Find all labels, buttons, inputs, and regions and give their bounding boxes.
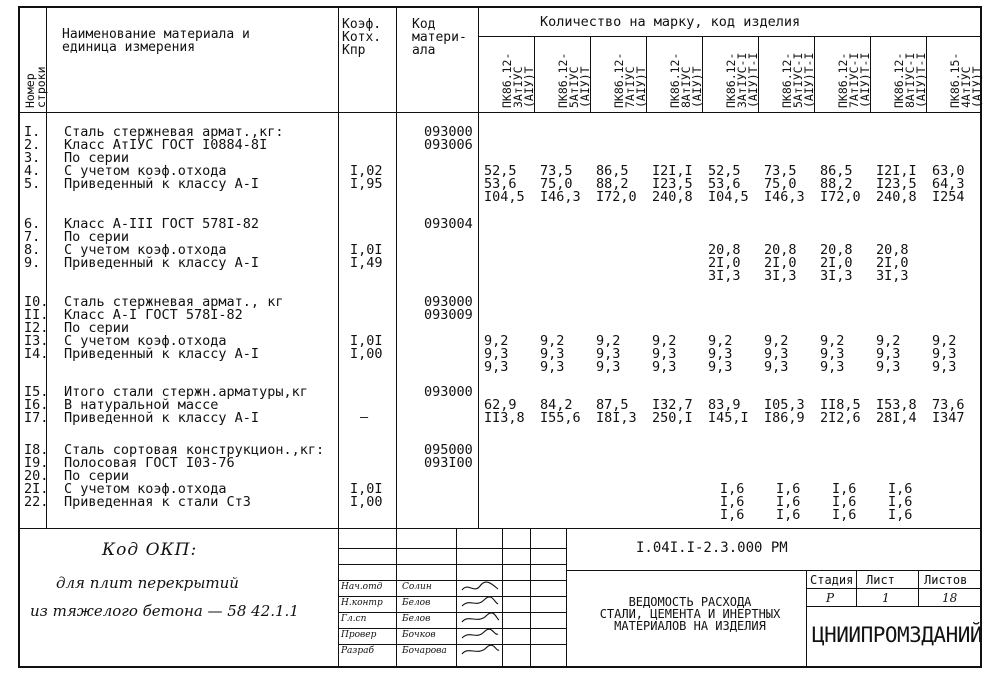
value-cell: 20,8 2I,0 3I,3: [876, 242, 909, 284]
organization: ЦНИИПРОМЗДАНИЙ: [812, 623, 983, 647]
stamp-right-rule: [566, 528, 567, 668]
drawing-sheet: [18, 6, 982, 668]
row-numbers: I0. II. I2. I3. I4.: [24, 294, 49, 362]
value-cell: 84,2 I55,6: [540, 397, 581, 426]
col-rule-name: [338, 8, 339, 528]
row-coefs: I,0I I,00: [350, 481, 383, 510]
stage-bottom-rule: [806, 606, 982, 607]
stamp-col-rule: [396, 528, 397, 668]
title-block-top-rule: [20, 528, 982, 529]
value-cell: 83,9 I45,I: [708, 397, 749, 426]
row-coefs: I,02 I,95: [350, 163, 383, 192]
value-cell: 52,5 53,6 I04,5: [484, 163, 525, 205]
value-cell: 9,2 9,3 9,3: [764, 333, 789, 375]
header-row-number: Номер строки: [23, 66, 48, 108]
stamp-role: Н.контр: [341, 598, 383, 608]
value-cell: 73,5 75,0 I46,3: [764, 163, 805, 205]
doc-code: I.04I.I-2.3.000 РМ: [636, 540, 788, 556]
row-numbers: I8. I9. 20. 2I. 22.: [24, 442, 49, 510]
row-coefs: I,0I I,49: [350, 242, 383, 271]
value-cell: 9,2 9,3 9,3: [932, 333, 957, 375]
row-numbers: 6. 7. 8. 9.: [24, 216, 41, 271]
stamp-role: Нач.отд: [341, 582, 383, 592]
stamp-name: Бочков: [402, 630, 436, 640]
stamp-name: Солин: [402, 582, 432, 592]
value-cell: 9,2 9,3 9,3: [652, 333, 677, 375]
okp-title: Код ОКП:: [102, 540, 198, 560]
row-numbers: I5. I6. I7.: [24, 384, 49, 426]
stamp-col-rule: [456, 528, 457, 668]
mark-header: ПК86.12- 8АтIУС (АIУ)Т: [668, 52, 704, 108]
stamp-role: Провер: [341, 630, 377, 640]
stamp-col-rule: [502, 528, 503, 668]
value-cell: 73,6 I347: [932, 397, 965, 426]
value-cell: 9,2 9,3 9,3: [708, 333, 733, 375]
signatures: [458, 580, 502, 664]
sheets-value: 18: [942, 591, 958, 605]
value-cell: 20,8 2I,0 3I,3: [820, 242, 853, 284]
stage-value: Р: [826, 591, 835, 605]
value-cell: 9,2 9,3 9,3: [484, 333, 509, 375]
value-cell: 9,2 9,3 9,3: [540, 333, 565, 375]
row-coefs: —: [360, 409, 369, 425]
mark-header: ПК86.12- 5АтIУС-I (АIУ)Т-I: [780, 52, 816, 108]
row-codes: 093000 093006: [424, 124, 473, 153]
sheet-label: Лист: [866, 573, 895, 587]
row-names: Сталь стержневая армат.,кг: Класс АтIУС ГОСТ I0884-8I По серии С учетом коэф.отхода Приведенный к классу А-I: [64, 124, 284, 192]
value-cell: 20,8 2I,0 3I,3: [708, 242, 741, 284]
stamp-role: Разраб: [341, 646, 374, 656]
row-codes: 093000 093009: [424, 294, 473, 323]
mark-header: ПК86.12- 5АтIУС (АIУ)Т: [556, 52, 592, 108]
okp-line-2: из тяжелого бетона — 58 42.1.1: [30, 602, 299, 620]
row-names: Итого стали стержн.арматуры,кг В натуральной массе Приведенной к классу А-I: [64, 384, 308, 426]
value-cell: 9,2 9,3 9,3: [596, 333, 621, 375]
stamp-left-rule: [338, 528, 339, 668]
value-cell: 86,5 88,2 I72,0: [820, 163, 861, 205]
header-material: Наименование материала и единица измерения: [62, 27, 250, 55]
header-bottom-rule: [20, 112, 982, 113]
mark-header: ПК86.12- 7АтIУС-I (АIУ)Т-I: [836, 52, 872, 108]
stamp-row-rule: [338, 644, 566, 645]
qty-title-rule: [478, 36, 982, 37]
value-cell: 86,5 88,2 I72,0: [596, 163, 637, 205]
stamp-row-rule: [338, 580, 566, 581]
value-cell: I2I,I I23,5 240,8: [652, 163, 693, 205]
mark-header: ПК86.15- 4АтIУС (АIУ)Т: [948, 52, 984, 108]
row-names: Сталь стержневая армат., кг Класс А-I ГОСТ 578I-82 По серии С учетом коэф.отхода Приведенный к классу А-I: [64, 294, 284, 362]
mark-header: ПК86.12- 8АтIУС-I (АIУ)Т-I: [892, 52, 928, 108]
doc-code-rule: [566, 570, 982, 571]
sheets-label: Листов: [924, 573, 968, 587]
col-rule-coef: [396, 8, 397, 528]
row-coefs: I,0I I,00: [350, 333, 383, 362]
stamp-role: Гл.сп: [341, 614, 367, 624]
value-cell: 9,2 9,3 9,3: [820, 333, 845, 375]
row-numbers: I. 2. 3. 4. 5.: [24, 124, 41, 192]
stamp-col-rule: [530, 528, 531, 668]
stamp-row-rule: [338, 596, 566, 597]
mark-header: ПК86.12- 7АтIУС (АIУ)Т: [612, 52, 648, 108]
stage-label: Стадия: [810, 573, 854, 587]
header-coef: Коэф. Котх. Кпр: [342, 17, 382, 58]
stage-row-rule: [806, 588, 982, 589]
doc-title: ВЕДОМОСТЬ РАСХОДА СТАЛИ, ЦЕМЕНТА И ИНЕРТНЫХ МАТЕРИАЛОВ НА ИЗДЕЛИЯ: [599, 595, 781, 633]
row-codes: 095000 093I00: [424, 442, 473, 471]
stamp-name: Бочарова: [402, 646, 447, 656]
stamp-row-rule: [338, 548, 566, 549]
row-names: Класс А-III ГОСТ 578I-82 По серии С учетом коэф.отхода Приведенный к классу А-I: [64, 216, 260, 271]
row-names: Сталь сортовая конструкцион.,кг: Полосовая ГОСТ I03-76 По серии С учетом коэф.отхода Приведенная к стали Ст3: [64, 442, 325, 510]
row-codes: 093000: [424, 384, 473, 400]
stamp-name: Белов: [402, 598, 431, 608]
value-cell: 62,9 II3,8: [484, 397, 525, 426]
value-cell: II8,5 2I2,6: [820, 397, 861, 426]
okp-line-1: для плит перекрытий: [56, 574, 239, 592]
value-cell: 73,5 75,0 I46,3: [540, 163, 581, 205]
header-qty-title: Количество на марку, код изделия: [540, 14, 801, 30]
value-cell: 20,8 2I,0 3I,3: [764, 242, 797, 284]
stamp-row-rule: [338, 564, 566, 565]
value-cell: I,6 I,6 I,6: [888, 481, 913, 523]
value-cell: I53,8 28I,4: [876, 397, 917, 426]
value-cell: 63,0 64,3 I254: [932, 163, 965, 205]
stamp-row-rule: [338, 612, 566, 613]
value-cell: 87,5 I8I,3: [596, 397, 637, 426]
header-code: Код матери- ала: [412, 17, 467, 58]
value-cell: I32,7 250,I: [652, 397, 693, 426]
mark-header: ПК86.12- 3АтIУС (АIУ)Т: [500, 52, 536, 108]
value-cell: 52,5 53,6 I04,5: [708, 163, 749, 205]
stamp-row-rule: [338, 628, 566, 629]
stage-block-rule: [806, 570, 807, 668]
value-cell: I2I,I I23,5 240,8: [876, 163, 917, 205]
stamp-name: Белов: [402, 614, 431, 624]
row-codes: 093004: [424, 216, 473, 232]
value-cell: I,6 I,6 I,6: [832, 481, 857, 523]
value-cell: 9,2 9,3 9,3: [876, 333, 901, 375]
value-cell: I,6 I,6 I,6: [720, 481, 745, 523]
sheet-value: 1: [882, 591, 890, 605]
value-cell: I,6 I,6 I,6: [776, 481, 801, 523]
value-cell: I05,3 I86,9: [764, 397, 805, 426]
col-rule-code: [478, 8, 479, 528]
mark-header: ПК86.12- 3АтIУС-I (АIУ)Т-I: [724, 52, 760, 108]
